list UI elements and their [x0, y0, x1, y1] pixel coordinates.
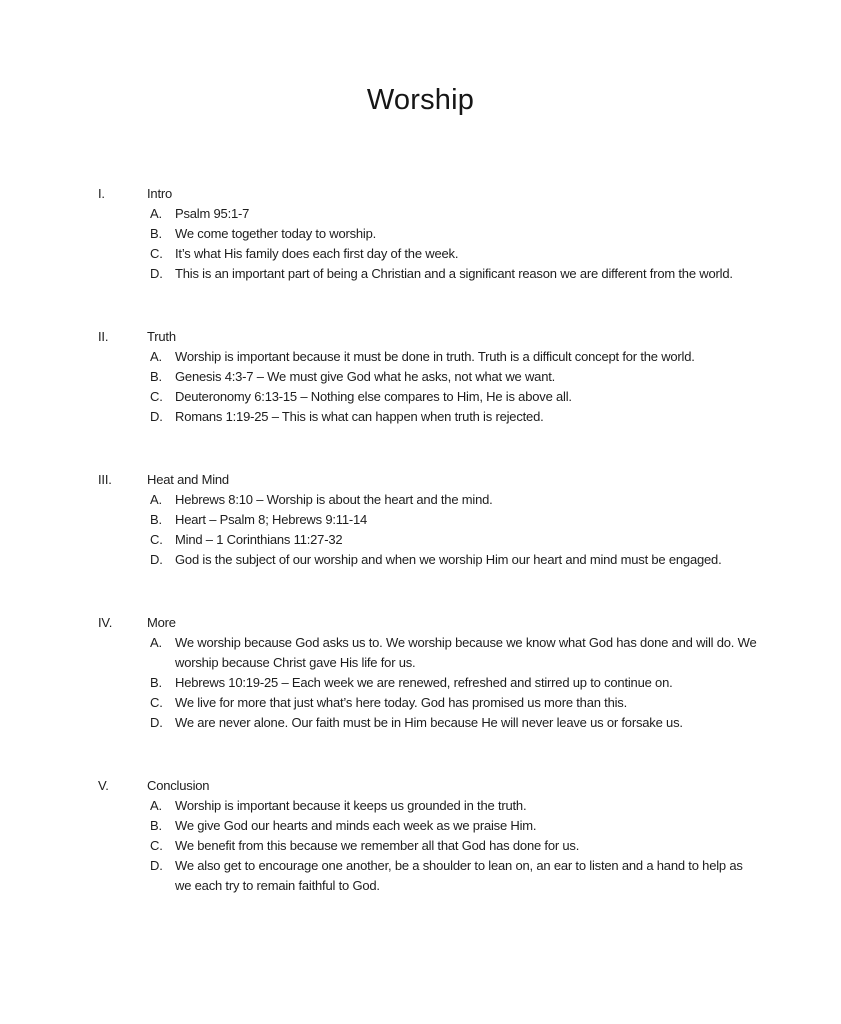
item-letter: A. [150, 798, 162, 814]
outline-item [150, 367, 781, 387]
outline-item [150, 836, 781, 856]
item-letter: C. [150, 695, 163, 711]
section-heading-row [98, 470, 781, 490]
item-letter: A. [150, 635, 162, 651]
item-letter: C. [150, 389, 163, 405]
outline-item [150, 816, 781, 836]
item-letter: D. [150, 409, 163, 425]
item-text: Worship is important because it must be done in truth. Truth is a difficult concept for the world. [175, 349, 695, 365]
item-letter: B. [150, 512, 162, 528]
section-heading: Heat and Mind [147, 472, 229, 488]
outline-item [150, 693, 781, 713]
outline-item [150, 204, 781, 224]
section-items [98, 633, 781, 733]
section-heading: Conclusion [147, 778, 210, 794]
outline-item [150, 264, 781, 284]
section-heading: More [147, 615, 176, 631]
section-heading-row [98, 613, 781, 633]
item-letter: B. [150, 675, 162, 691]
item-letter: B. [150, 369, 162, 385]
section-heading-row [98, 184, 781, 204]
item-text: Romans 1:19-25 – This is what can happen when truth is rejected. [175, 409, 544, 425]
outline-item [150, 633, 781, 673]
outline-item [150, 713, 781, 733]
outline-section [98, 776, 781, 896]
outline-section [98, 613, 781, 733]
outline-item [150, 856, 781, 896]
item-letter: A. [150, 206, 162, 222]
outline-item [150, 796, 781, 816]
outline-item [150, 407, 781, 427]
outline-item [150, 673, 781, 693]
page-title: Worship [366, 84, 475, 116]
item-letter: D. [150, 552, 163, 568]
outline-section [98, 327, 781, 427]
outline-item [150, 244, 781, 264]
item-text: Heart – Psalm 8; Hebrews 9:11-14 [175, 512, 368, 528]
item-text: We give God our hearts and minds each week as we praise Him. [175, 818, 537, 834]
section-heading: Intro [147, 186, 173, 202]
section-heading-row [98, 327, 781, 347]
outline [0, 184, 841, 896]
outline-item [150, 550, 781, 570]
outline-item [150, 387, 781, 407]
item-text: We worship because God asks us to. We worship because we know what God has done and will do. We worship because Christ gave His life for us. [175, 635, 757, 671]
item-text: We live for more that just what’s here today. God has promised us more than this. [175, 695, 628, 711]
item-letter: B. [150, 818, 162, 834]
item-letter: C. [150, 532, 163, 548]
item-text: We also get to encourage one another, be a shoulder to lean on, an ear to listen and a hand to help as we each try to remain faithful to God. [175, 858, 743, 894]
section-numeral: I. [98, 186, 105, 202]
item-text: Genesis 4:3-7 – We must give God what he asks, not what we want. [175, 369, 556, 385]
item-letter: B. [150, 226, 162, 242]
outline-item [150, 490, 781, 510]
item-text: Worship is important because it keeps us grounded in the truth. [175, 798, 527, 814]
outline-item [150, 530, 781, 550]
outline-item [150, 510, 781, 530]
section-numeral: III. [98, 472, 112, 488]
section-numeral: II. [98, 329, 109, 345]
item-text: This is an important part of being a Christian and a significant reason we are different from the world. [175, 266, 733, 282]
outline-section [98, 184, 781, 284]
item-text: Psalm 95:1-7 [175, 206, 250, 222]
section-numeral: IV. [98, 615, 113, 631]
outline-item [150, 224, 781, 244]
section-items [98, 490, 781, 570]
item-text: We are never alone. Our faith must be in Him because He will never leave us or forsake us. [175, 715, 683, 731]
item-letter: D. [150, 715, 163, 731]
item-letter: D. [150, 858, 163, 874]
item-letter: C. [150, 838, 163, 854]
outline-item [150, 347, 781, 367]
item-text: Mind – 1 Corinthians 11:27-32 [175, 532, 343, 548]
section-items [98, 796, 781, 896]
outline-section [98, 470, 781, 570]
section-heading-row [98, 776, 781, 796]
item-letter: A. [150, 492, 162, 508]
item-letter: D. [150, 266, 163, 282]
section-heading: Truth [147, 329, 176, 345]
item-text: Hebrews 8:10 – Worship is about the heart and the mind. [175, 492, 493, 508]
item-text: It’s what His family does each first day of the week. [175, 246, 459, 262]
item-letter: A. [150, 349, 162, 365]
section-items [98, 204, 781, 284]
item-text: We come together today to worship. [175, 226, 377, 242]
item-text: We benefit from this because we remember all that God has done for us. [175, 838, 580, 854]
item-text: Deuteronomy 6:13-15 – Nothing else compares to Him, He is above all. [175, 389, 572, 405]
item-letter: C. [150, 246, 163, 262]
section-items [98, 347, 781, 427]
item-text: Hebrews 10:19-25 – Each week we are renewed, refreshed and stirred up to continue on. [175, 675, 673, 691]
section-numeral: V. [98, 778, 109, 794]
item-text: God is the subject of our worship and when we worship Him our heart and mind must be engaged. [175, 552, 722, 568]
